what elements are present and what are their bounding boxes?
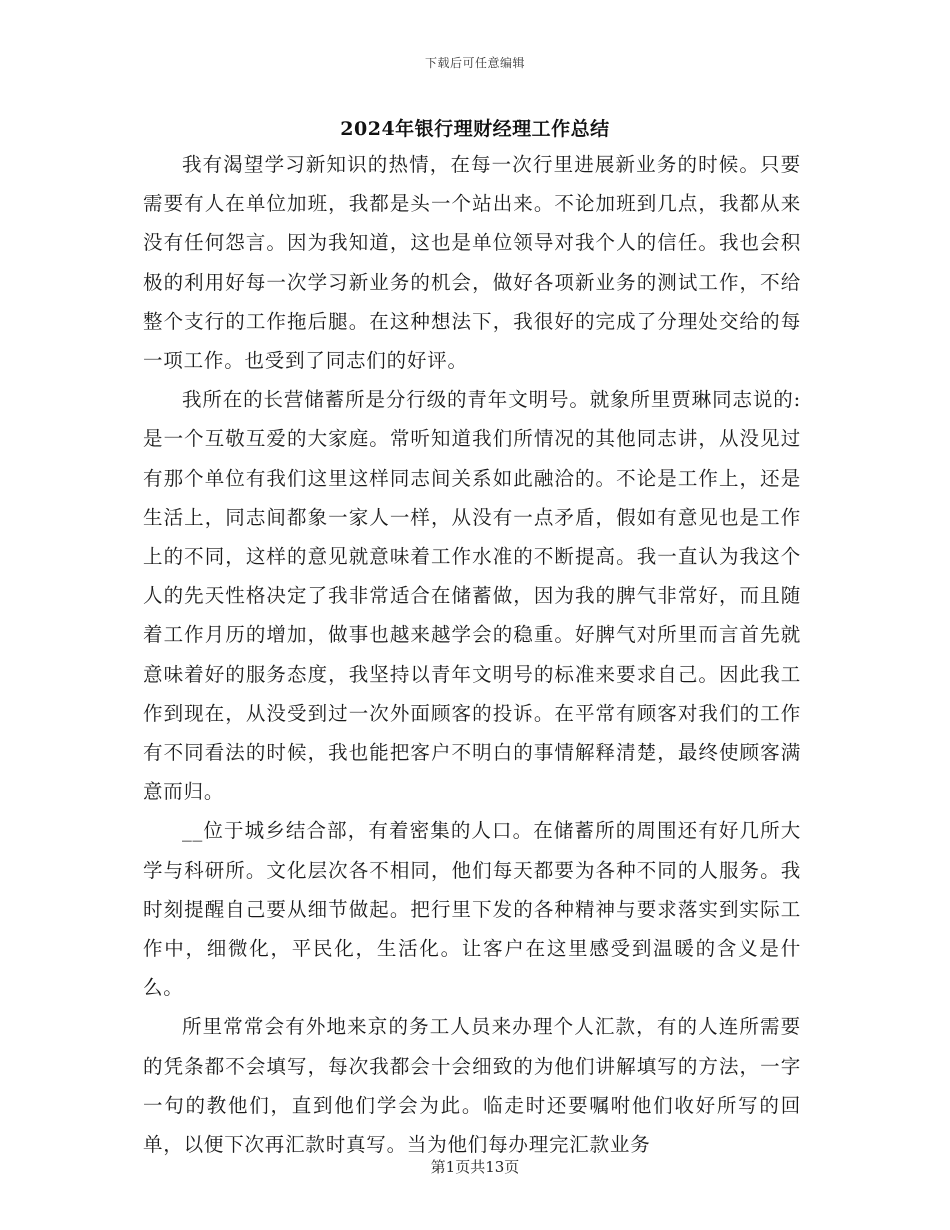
paragraph-4: 所里常常会有外地来京的务工人员来办理个人汇款，有的人连所需要的凭条都不会填写，每次我都会十会细致的为他们讲解填写的方法，一字一句的教他们，直到他们学会为此。临走时还要嘱咐他们收好所写的回单，以便下次再汇款时真写。当为他们每办理完汇款业务 xyxy=(143,1015,801,1157)
page-indicator: 第1页共13页 xyxy=(430,1158,520,1176)
paragraph-3: __位于城乡结合部，有着密集的人口。在储蓄所的周围还有好几所大学与科研所。文化层次各不相同，他们每天都要为各种不同的人服务。我时刻提醒自己要从细节做起。把行里下发的各种精神与要求落实到实际工作中，细微化，平民化，生活化。让客户在这里感受到温暖的含义是什么。 xyxy=(143,819,801,1000)
paragraph-2: 我所在的长营储蓄所是分行级的青年文明号。就象所里贾琳同志说的:是一个互敬互爱的大家庭。常听知道我们所情况的其他同志讲，从没见过有那个单位有我们这里这样同志间关系如此融洽的。不论是工作上，还是生活上，同志间都象一家人一样，从没有一点矛盾，假如有意见也是工作上的不同，这样的意见就意味着工作水准的不断提高。我一直认为我这个人的先天性格决定了我非常适合在储蓄做，因为我的脾气非常好，而且随着工作月历的增加，做事也越来越学会的稳重。好脾气对所里而言首先就意味着好的服务态度，我坚持以青年文明号的标准来要求自己。因此我工作到现在，从没受到过一次外面顾客的投诉。在平常有顾客对我们的工作有不同看法的时候，我也能把客户不明白的事情解释清楚，最终使顾客满意而归。 xyxy=(143,388,801,804)
paragraph-1: 我有渴望学习新知识的热情，在每一次行里进展新业务的时候。只要需要有人在单位加班，我都是头一个站出来。不论加班到几点，我都从来没有任何怨言。因为我知道，这也是单位领导对我个人的信任。我也会积极的利用好每一次学习新业务的机会，做好各项新业务的测试工作，不给整个支行的工作拖后腿。在这种想法下，我很好的完成了分理处交给的每一项工作。也受到了同志们的好评。 xyxy=(143,153,801,373)
document-body xyxy=(143,145,801,1164)
document-title: 2024年银行理财经理工作总结 xyxy=(340,118,610,140)
header-note: 下载后可任意编辑 xyxy=(424,56,525,70)
